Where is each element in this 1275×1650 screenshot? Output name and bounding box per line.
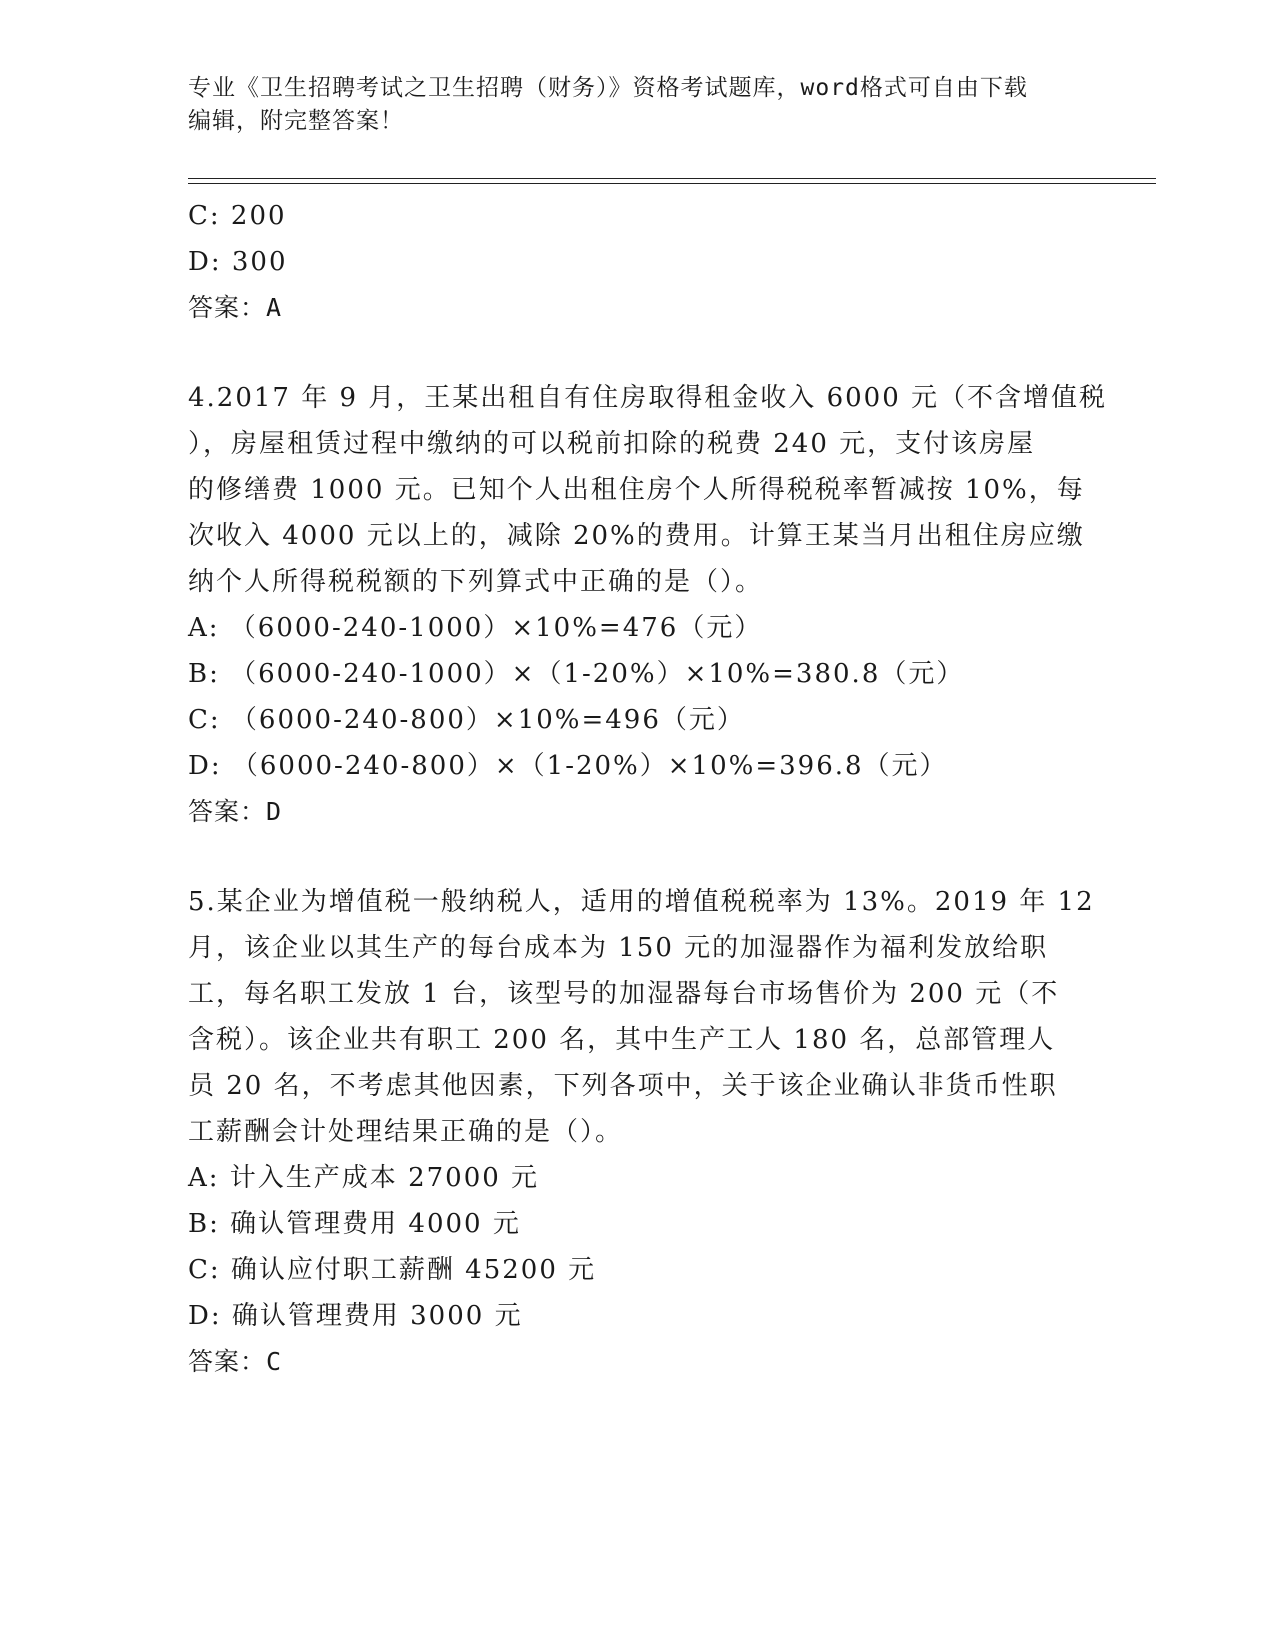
document-header bbox=[188, 72, 1088, 138]
option-b: B: 确认管理费用 4000 元 bbox=[188, 1209, 521, 1239]
answer: 答案：A bbox=[188, 293, 283, 322]
question-stem-line: 员 20 名，不考虑其他因素，下列各项中，关于该企业确认非货币性职 bbox=[188, 1071, 1058, 1101]
header-line-2: 编辑，附完整答案！ bbox=[188, 108, 404, 134]
prev-question-tail bbox=[188, 193, 1088, 331]
header-divider-bottom bbox=[188, 183, 1156, 184]
option-a: A: （6000-240-1000）×10%=476（元） bbox=[188, 613, 763, 643]
header-line-1: 专业《卫生招聘考试之卫生招聘（财务）》资格考试题库，word格式可自由下载 bbox=[188, 75, 1028, 101]
question-stem-line: 月，该企业以其生产的每台成本为 150 元的加湿器作为福利发放给职 bbox=[188, 933, 1049, 963]
option-c: C: 200 bbox=[188, 201, 287, 231]
question-stem-line: 次收入 4000 元以上的，减除 20%的费用。计算王某当月出租住房应缴 bbox=[188, 521, 1085, 551]
question-stem-line: ），房屋租赁过程中缴纳的可以税前扣除的税费 240 元，支付该房屋 bbox=[188, 429, 1036, 459]
answer: 答案：C bbox=[188, 1347, 283, 1376]
option-d: D: （6000-240-800）×（1-20%）×10%=396.8（元） bbox=[188, 751, 948, 781]
question-5 bbox=[188, 879, 1095, 1385]
header-divider-top bbox=[188, 178, 1156, 179]
question-stem-line: 4.2017 年 9 月，王某出租自有住房取得租金收入 6000 元（不含增值税 bbox=[188, 383, 1108, 413]
option-d: D: 300 bbox=[188, 247, 288, 277]
question-stem-line: 工薪酬会计处理结果正确的是（）。 bbox=[188, 1117, 624, 1147]
question-stem-line: 含税）。该企业共有职工 200 名，其中生产工人 180 名，总部管理人 bbox=[188, 1025, 1056, 1055]
question-stem-line: 5.某企业为增值税一般纳税人，适用的增值税税率为 13%。2019 年 12 bbox=[188, 887, 1095, 917]
question-stem-line: 工，每名职工发放 1 台，该型号的加湿器每台市场售价为 200 元（不 bbox=[188, 979, 1060, 1009]
answer: 答案：D bbox=[188, 797, 283, 826]
option-c: C: （6000-240-800）×10%=496（元） bbox=[188, 705, 745, 735]
question-stem-line: 的修缮费 1000 元。已知个人出租住房个人所得税税率暂减按 10%，每 bbox=[188, 475, 1085, 505]
question-4 bbox=[188, 375, 1108, 835]
option-c: C: 确认应付职工薪酬 45200 元 bbox=[188, 1255, 597, 1285]
option-d: D: 确认管理费用 3000 元 bbox=[188, 1301, 523, 1331]
document-body bbox=[188, 193, 1108, 1385]
option-b: B: （6000-240-1000）×（1-20%）×10%=380.8（元） bbox=[188, 659, 965, 689]
option-a: A: 计入生产成本 27000 元 bbox=[188, 1163, 540, 1193]
question-stem-line: 纳个人所得税税额的下列算式中正确的是（）。 bbox=[188, 567, 764, 597]
